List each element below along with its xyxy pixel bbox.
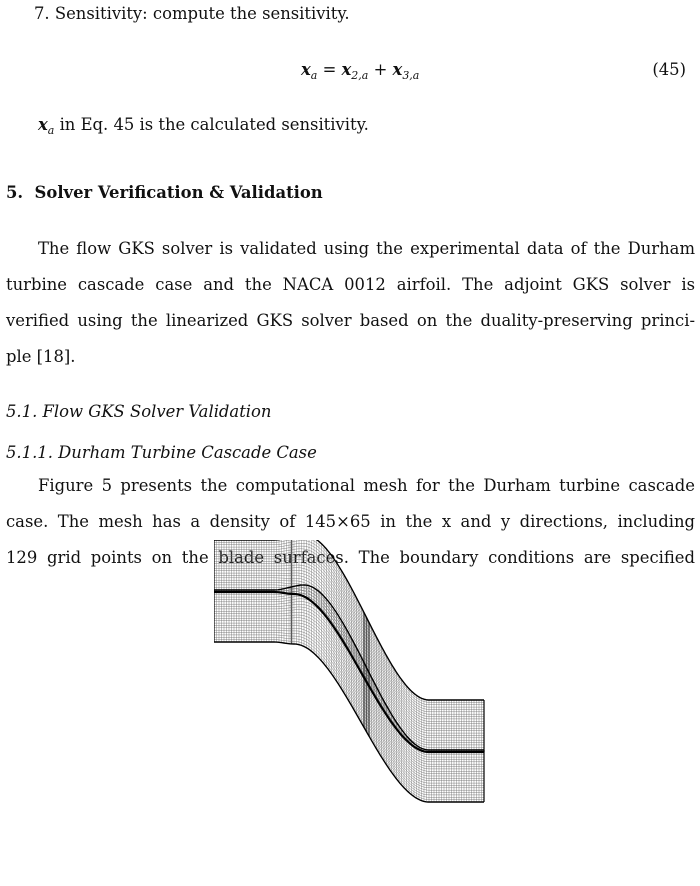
mesh-grid-lines xyxy=(214,540,484,802)
equation-number: (45) xyxy=(652,60,686,79)
step-number: 7. xyxy=(34,4,50,23)
eq-lhs-var: x xyxy=(301,60,311,79)
para1-line-3: verified using the linearized GKS solver based on the duality-preserving princi- xyxy=(6,311,695,330)
sens-var: x xyxy=(38,115,48,134)
subsubsection-number: 5.1.1. xyxy=(6,443,53,462)
para1-line-4: ple [18]. xyxy=(6,347,76,366)
section-heading-5 xyxy=(6,183,323,203)
para1-line-2: turbine cascade case and the NACA 0012 airfoil. The adjoint GKS solver is xyxy=(6,275,695,294)
computational-mesh-figure xyxy=(214,540,490,886)
subsubsection-heading-5-1-1 xyxy=(6,443,317,463)
sensitivity-sentence xyxy=(38,115,369,141)
subsection-heading-5-1 xyxy=(6,402,271,422)
subsection-title: Flow GKS Solver Validation xyxy=(42,402,272,421)
para2-line-1: Figure 5 presents the computational mesh for the Durham turbine cascade xyxy=(38,476,695,495)
eq-lhs-sub: a xyxy=(310,69,318,82)
eq-term2-var: x xyxy=(392,60,403,79)
eq-plus: + xyxy=(373,60,388,79)
para2-line-2: case. The mesh has a density of 145×65 in the x and y directions, including xyxy=(6,512,695,531)
para2-line-3: 129 grid points on the blade surfaces. The boundary conditions are specified xyxy=(6,548,695,567)
subsection-number: 5.1. xyxy=(6,402,38,421)
eq-term1-var: x xyxy=(341,60,352,79)
eq-equals: = xyxy=(322,60,337,79)
step-text: Sensitivity: compute the sensitivity. xyxy=(54,4,350,23)
sens-sub: a xyxy=(47,124,55,137)
section-number: 5. xyxy=(6,183,24,202)
section-title: Solver Verification & Validation xyxy=(34,183,323,202)
subsubsection-title: Durham Turbine Cascade Case xyxy=(58,443,317,462)
equation-45 xyxy=(301,60,419,86)
para1-line-1: The flow GKS solver is validated using the experimental data of the Durham xyxy=(38,239,695,258)
sens-text: in Eq. 45 is the calculated sensitivity. xyxy=(59,115,369,134)
eq-term2-sub: 3,a xyxy=(402,69,420,82)
eq-term1-sub: 2,a xyxy=(351,69,369,82)
list-item-step-7 xyxy=(34,4,350,24)
